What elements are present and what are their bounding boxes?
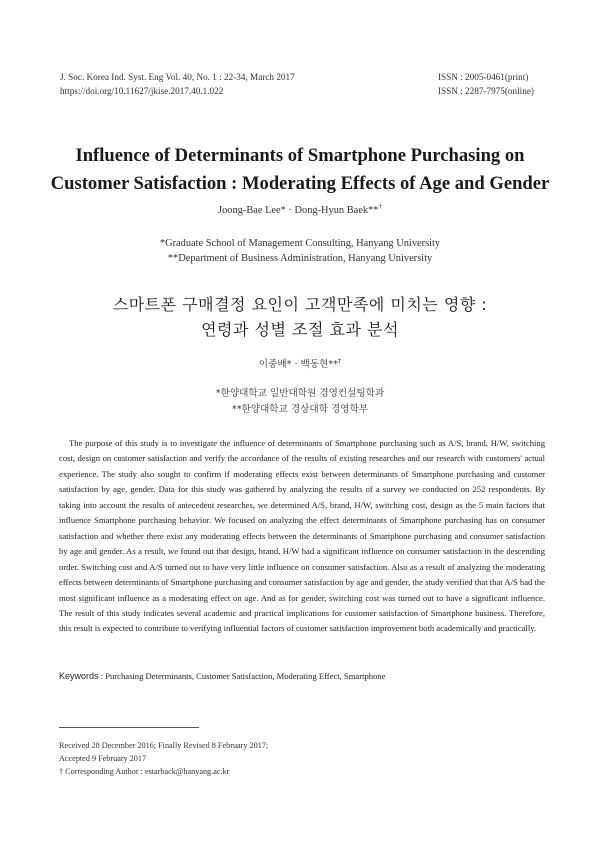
- korean-affiliation-1: *한양대학교 일반대학원 경영컨설팅학과: [215, 388, 385, 399]
- keywords-line: [59, 671, 385, 681]
- corresponding-author: † Corresponding Author : estarback@hanyang.ac.kr: [59, 767, 230, 776]
- title-line-2: Customer Satisfaction : Moderating Effects of Age and Gender: [50, 173, 550, 194]
- korean-author-list: [40, 356, 560, 370]
- affiliation-2: **Department of Business Administration, Hanyang University: [167, 253, 433, 264]
- issn-block: [438, 70, 534, 98]
- paper-title: [40, 142, 560, 198]
- korean-affiliation-2: **한양대학교 경상대학 경영학부: [231, 404, 369, 415]
- title-line-1: Influence of Determinants of Smartphone Purchasing on: [75, 145, 525, 166]
- korean-title: [40, 292, 560, 342]
- korean-author-names: 이중배* · 백동현**: [258, 359, 338, 370]
- abstract-text: The purpose of this study is to investigate the influence of determinants of Smartphone purchasing such as A/S, brand, H/W, switching cost, design on customer satisfaction and verify the accordance of the results of existing researches and our research with customers' actual experience. The study also sought to confirm if moderating effects exist between determinants of Smartphone purchasing and customer satisfaction by age, gender. Data for this study was gathered by analyzing the results of a survey we conducted on 252 respondents. By taking into account the results of antecedent researches, we determined A/S, brand, H/W, switching cost, design as the 5 main factors that influence Smartphone purchasing behavior. We focused on analyzing the effect determinants of Smartphone purchasing has on consumer satisfaction and whether there exist any moderating effects between the determinants of Smartphone purchasing and consumer satisfaction by age and gender. As a result, we found out that design, brand, H/W had a significant influence on consumer satisfaction in the descending order. Switching cost and A/S turned out to have very little influence on consumer satisfaction. Also as a result of analyzing the moderating effects between determinants of Smartphone purchasing and consumer satisfaction by age and gender, the study verified that that A/S had the most significant influence as a moderating effect on age. And as for gender, switching cost was turned out to have a significant influence. The result of this study indicates several academic and practical implications for customer satisfaction of Smartphone business. Therefore, this result is expected to contribute to verifying influential factors of customer satisfaction improvement both academically and practically.: [59, 438, 545, 634]
- accepted-date: Accepted 9 February 2017: [59, 754, 147, 763]
- journal-citation: J. Soc. Korea Ind. Syst. Eng Vol. 40, No. 1 : 22-34, March 2017: [60, 72, 295, 82]
- keywords-text: : Purchasing Determinants, Customer Satisfaction, Moderating Effect, Smartphone: [100, 671, 386, 681]
- korean-affiliations: [40, 386, 560, 418]
- doi-link[interactable]: https://doi.org/10.11627/jkise.2017.40.1.022: [60, 86, 224, 96]
- issn-print: ISSN : 2005-0461(print): [438, 72, 529, 82]
- author-list: [40, 202, 560, 216]
- received-date: Received 28 December 2016; Finally Revised 8 February 2017;: [59, 741, 269, 750]
- korean-title-line-1: 스마트폰 구매결정 요인이 고객만족에 미치는 영향 :: [112, 295, 488, 314]
- footnotes: [59, 739, 268, 778]
- keywords-label: Keywords: [59, 671, 99, 681]
- affiliations: [40, 236, 560, 266]
- korean-title-line-2: 연령과 성별 조절 효과 분석: [201, 320, 399, 339]
- corresponding-mark: †: [378, 202, 382, 211]
- author-names: Joong-Bae Lee* · Dong-Hyun Baek**: [218, 205, 379, 216]
- issn-online: ISSN : 2287-7975(online): [438, 86, 534, 96]
- korean-corresponding-mark: †: [337, 356, 342, 365]
- journal-header: [60, 70, 295, 98]
- footnote-divider: [59, 727, 199, 728]
- affiliation-1: *Graduate School of Management Consulting, Hanyang University: [159, 238, 441, 249]
